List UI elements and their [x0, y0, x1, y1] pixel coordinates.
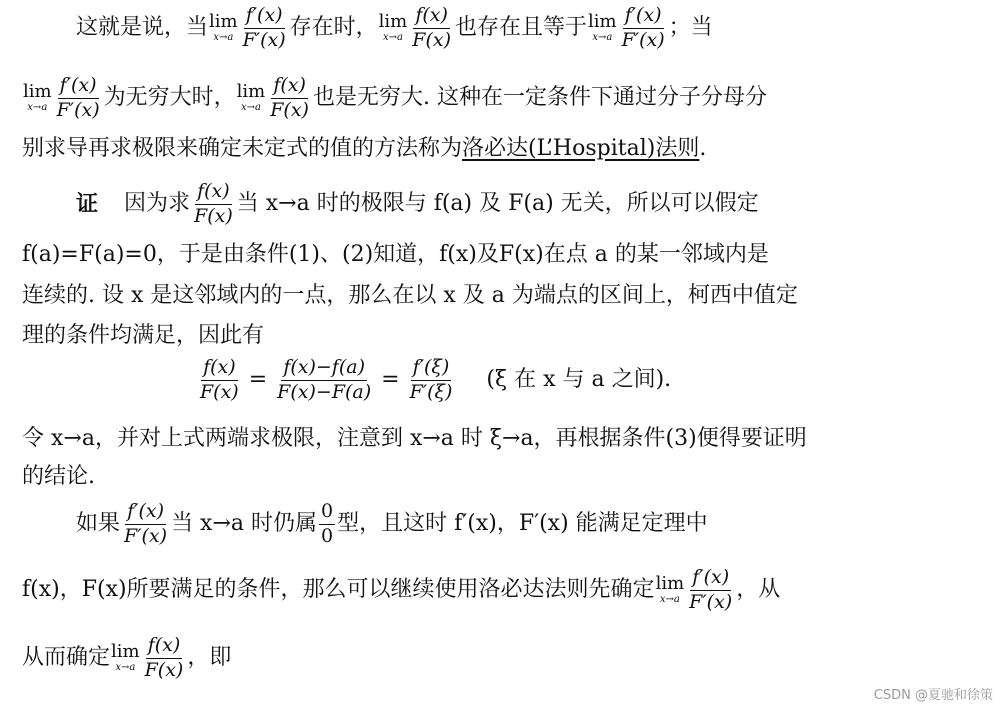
equals-sign: = — [381, 367, 400, 393]
text: 当 x→a 时仍属 — [171, 511, 318, 537]
text: 连续的. 设 x 是这邻域内的一点，那么在以 x 及 a 为端点的区间上，柯西中值定 — [22, 283, 798, 308]
zero-over-zero: $\frac{0}{0}$ — [321, 500, 334, 547]
fraction: $\frac{f(x)}{F(x)}$ — [200, 356, 239, 403]
text-line-after-eq-1 — [22, 428, 807, 450]
limit-expression: lim x→a — [209, 11, 238, 44]
limit-expression: lim x→a — [236, 81, 266, 114]
text-line-3 — [22, 138, 706, 160]
text: ；当 — [668, 15, 713, 41]
rule-name: 洛必达(L’Hospital)法则 — [462, 136, 700, 161]
fraction: $\frac{f(x)}{F(x)}$ — [412, 4, 451, 51]
fraction: $\frac{f(x)-f(a)}{F(x)-F(a)}$ — [277, 356, 372, 403]
equation-note: (ξ 在 x 与 a 之间). — [486, 367, 672, 393]
text: 从而确定 — [22, 645, 111, 671]
text-line-if-1 — [76, 502, 708, 547]
text: 当 x→a 时的极限与 f(a) 及 F(a) 无关，所以可以假定 — [236, 191, 759, 217]
text: 也存在且等于 — [455, 15, 588, 41]
proof-line-4 — [22, 325, 264, 347]
fraction: $\frac{f'(x)}{F'(x)}$ — [621, 4, 665, 51]
text: f(a)=F(a)=0，于是由条件(1)、(2)知道，f(x)及F(x)在点 a 的某一邻域内是 — [22, 242, 769, 267]
fraction: $\frac{f'(x)}{F'(x)}$ — [242, 4, 286, 51]
display-equation — [196, 358, 671, 403]
text-line-if-3 — [22, 636, 231, 681]
text: 的结论. — [22, 464, 95, 489]
text: 型，且这时 f′(x)，F′(x) 能满足定理中 — [337, 511, 708, 537]
text: 理的条件均满足，因此有 — [22, 323, 265, 348]
fraction: $\frac{f'(\xi)}{F'(\xi)}$ — [409, 356, 453, 403]
fraction: $\frac{f'(x)}{F'(x)}$ — [56, 74, 100, 121]
text: ，即 — [187, 645, 232, 671]
text: 这就是说，当 — [76, 15, 209, 41]
equals-sign: = — [248, 367, 268, 393]
limit-expression: lim x→a — [378, 11, 408, 44]
text: . — [699, 136, 707, 161]
text: 也是无穷大. 这种在一定条件下通过分子分母分 — [312, 85, 767, 111]
text: 因为求 — [124, 191, 191, 217]
proof-line-1 — [76, 182, 759, 227]
text: f(x)，F(x)所要满足的条件，那么可以继续使用洛必达法则先确定 — [22, 577, 655, 603]
text-line-if-2 — [22, 568, 780, 613]
text: 别求导再求极限来确定未定式的值的方法称为 — [22, 136, 463, 161]
fraction: $\frac{f(x)}{F(x)}$ — [194, 180, 233, 227]
text-line-1 — [76, 6, 713, 51]
fraction: $\frac{f(x)}{F(x)}$ — [144, 634, 184, 681]
text: 如果 — [76, 511, 121, 537]
text: 令 x→a，并对上式两端求极限，注意到 x→a 时 ξ→a，再根据条件(3)便得要证明 — [22, 426, 807, 451]
limit-expression: lim x→a — [23, 81, 52, 114]
limit-expression: lim x→a — [588, 11, 617, 44]
proof-line-3 — [22, 285, 798, 307]
limit-expression: lim x→a — [655, 573, 685, 606]
fraction: $\frac{f'(x)}{F'(x)}$ — [689, 566, 733, 613]
text: 为无穷大时， — [103, 85, 236, 111]
text-line-after-eq-2 — [22, 466, 95, 488]
limit-expression: lim x→a — [111, 641, 140, 674]
fraction: $\frac{f(x)}{F(x)}$ — [270, 74, 309, 121]
fraction: $\frac{f'(x)}{F'(x)}$ — [124, 500, 168, 547]
text-line-2 — [22, 76, 767, 121]
watermark: CSDN @夏驰和徐策 — [873, 688, 993, 703]
text: ，从 — [736, 577, 781, 603]
text: 存在时， — [289, 15, 378, 41]
proof-label: 证 — [76, 191, 99, 218]
proof-line-2 — [22, 244, 769, 266]
